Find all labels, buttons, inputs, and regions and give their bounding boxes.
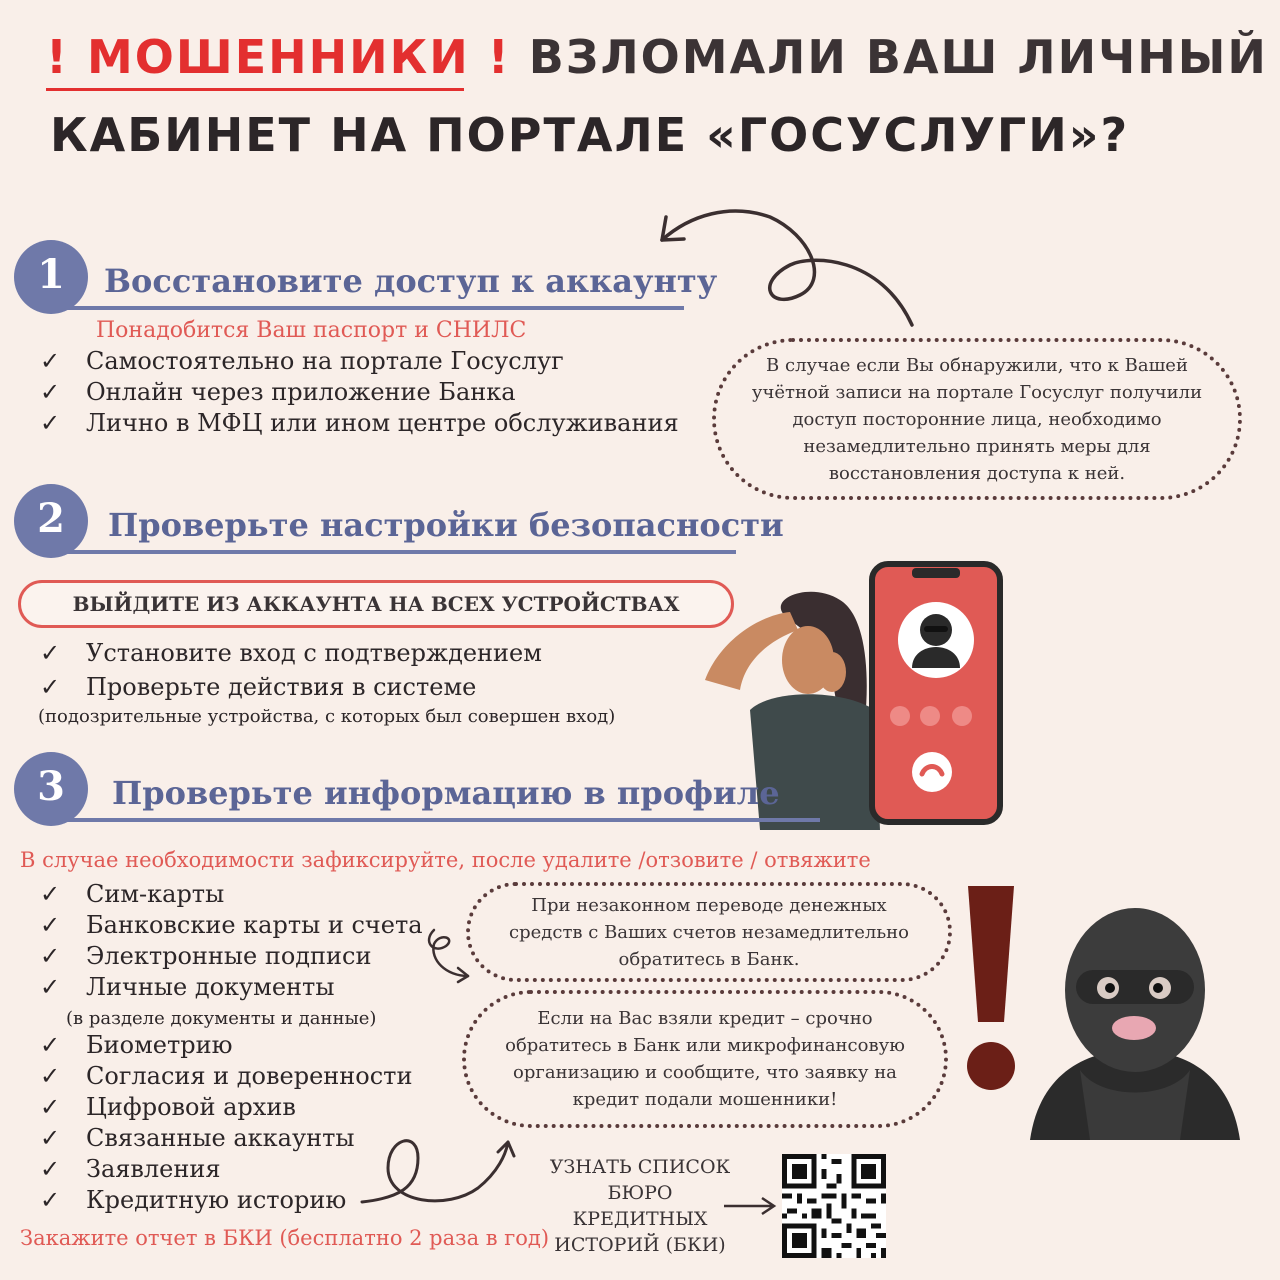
info-bubble-credit: Если на Вас взяли кредит – срочно обратитесь в Банк или микрофинансовую организацию и сообщите, что заявку на кредит подали мошенники!	[462, 990, 948, 1128]
list-item: ✓ Самостоятельно на портале Госуслуг	[40, 347, 564, 375]
section-3-number: 3	[14, 752, 88, 826]
exclamation-icon	[956, 880, 1026, 1100]
checkmark-icon: ✓	[40, 1062, 61, 1090]
checkmark-icon: ✓	[40, 911, 61, 939]
list-item: ✓ Цифровой архив	[40, 1093, 296, 1121]
section-3-note: (в разделе документы и данные)	[66, 1008, 377, 1029]
list-item: ✓ Биометрию	[40, 1031, 233, 1059]
section-3-list-a	[40, 879, 423, 1003]
checkmark-icon: ✓	[40, 639, 61, 667]
checkmark-icon: ✓	[40, 880, 61, 908]
section-1-subtitle: Понадобится Ваш паспорт и СНИЛС	[96, 318, 527, 343]
curved-arrow-icon	[358, 1128, 528, 1218]
section-3-underline	[60, 818, 820, 822]
section-1-underline	[60, 306, 684, 310]
section-3-title: Проверьте информацию в профиле	[112, 774, 780, 812]
checkmark-icon: ✓	[40, 378, 61, 406]
checkmark-icon: ✓	[40, 1124, 61, 1152]
section-2-list	[40, 636, 542, 704]
section-2-note: (подозрительные устройства, с которых был совершен вход)	[38, 706, 616, 727]
list-item: ✓ Личные документы	[40, 973, 335, 1001]
list-item: ✓ Заявления	[40, 1155, 221, 1183]
arrow-right-icon	[722, 1194, 778, 1218]
section-3-list-b	[40, 1030, 412, 1216]
list-item: ✓ Согласия и доверенности	[40, 1062, 413, 1090]
info-bubble-access: В случае если Вы обнаружили, что к Вашей учётной записи на портале Госуслуг получили доступ посторонние лица, необходимо незамедлительно принять меры для восстановления доступа к ней.	[712, 338, 1242, 500]
list-item: ✓ Электронные подписи	[40, 942, 372, 970]
section-2-number: 2	[14, 484, 88, 558]
section-2-underline	[60, 550, 736, 554]
info-bubble-transfer: При незаконном переводе денежных средств с Ваших счетов незамедлительно обратитесь в Банк.	[466, 882, 952, 982]
header-red-text: ! МОШЕННИКИ !	[46, 30, 511, 84]
list-item: ✓ Банковские карты и счета	[40, 911, 423, 939]
header-red-underline	[46, 88, 464, 91]
list-item: ✓ Лично в МФЦ или ином центре обслуживания	[40, 409, 679, 437]
checkmark-icon: ✓	[40, 1031, 61, 1059]
header-line-1	[46, 30, 1268, 84]
checkmark-icon: ✓	[40, 973, 61, 1001]
checkmark-icon: ✓	[40, 673, 61, 701]
qr-label: УЗНАТЬ СПИСОК БЮРО КРЕДИТНЫХ ИСТОРИЙ (БКИ)	[549, 1156, 731, 1256]
checkmark-icon: ✓	[40, 1155, 61, 1183]
checkmark-icon: ✓	[40, 1093, 61, 1121]
header-line-1-rest: ВЗЛОМАЛИ ВАШ ЛИЧНЫЙ	[528, 30, 1268, 84]
list-item: ✓ Сим-карты	[40, 880, 225, 908]
section-1-number: 1	[14, 240, 88, 314]
checkmark-icon: ✓	[40, 942, 61, 970]
section-3-subtitle: В случае необходимости зафиксируйте, после удалите /отзовите / отвяжите	[20, 848, 871, 872]
list-item: ✓ Проверьте действия в системе	[40, 670, 542, 704]
header-line-2: КАБИНЕТ НА ПОРТАЛЕ «ГОСУСЛУГИ»?	[50, 108, 1130, 162]
hacker-icon	[1020, 900, 1250, 1140]
list-item: ✓ Установите вход с подтверждением	[40, 636, 542, 670]
list-item: ✓ Кредитную историю	[40, 1186, 347, 1214]
section-2-title: Проверьте настройки безопасности	[108, 506, 784, 544]
section-1-title: Восстановите доступ к аккаунту	[104, 262, 718, 300]
list-item: ✓ Связанные аккаунты	[40, 1124, 355, 1152]
logout-all-devices-banner: ВЫЙДИТЕ ИЗ АККАУНТА НА ВСЕХ УСТРОЙСТВАХ	[18, 580, 734, 628]
list-item: ✓ Онлайн через приложение Банка	[40, 378, 516, 406]
checkmark-icon: ✓	[40, 1186, 61, 1214]
section-1-list	[40, 346, 679, 439]
checkmark-icon: ✓	[40, 347, 61, 375]
section-3-footer: Закажите отчет в БКИ (бесплатно 2 раза в год)	[20, 1226, 550, 1250]
checkmark-icon: ✓	[40, 409, 61, 437]
qr-code-icon[interactable]	[780, 1154, 888, 1258]
